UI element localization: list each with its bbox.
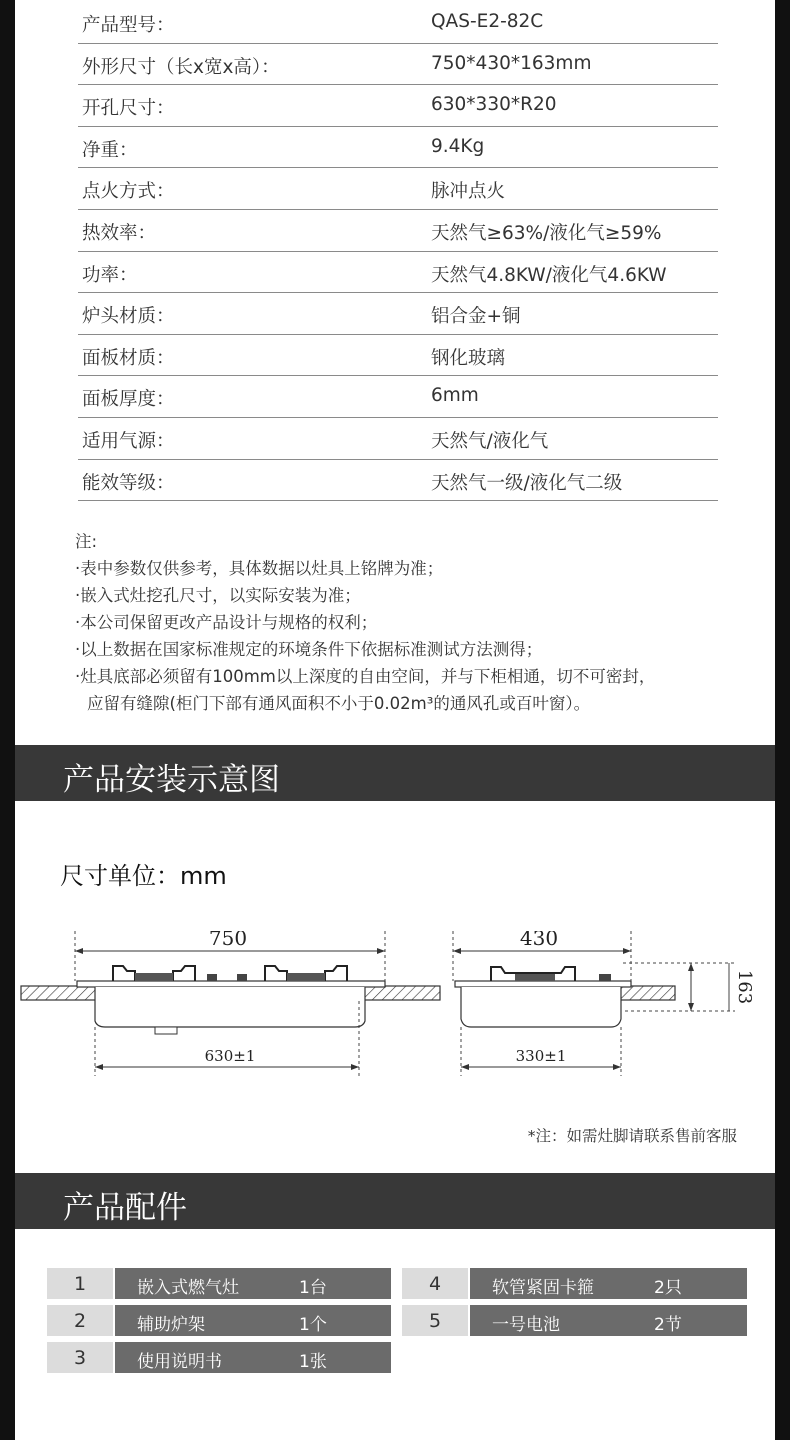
glass-panel bbox=[455, 981, 631, 987]
spec-row-weight bbox=[78, 127, 718, 169]
part-number: 4 bbox=[402, 1268, 468, 1299]
part-number: 1 bbox=[47, 1268, 113, 1299]
spec-value: 630*330*R20 bbox=[431, 94, 557, 116]
part-body bbox=[115, 1342, 391, 1373]
note-line: ·本公司保留更改产品设计与规格的权利； bbox=[75, 613, 378, 632]
pan-support-icon bbox=[325, 966, 347, 981]
knob-icon bbox=[237, 974, 247, 981]
spec-value: QAS-E2-82C bbox=[431, 11, 544, 32]
unit-label: 尺寸单位：mm bbox=[60, 862, 227, 890]
note-line: ·以上数据在国家标准规定的环境条件下依据标准测试方法测得； bbox=[75, 640, 543, 659]
dim-width-label: 750 bbox=[208, 931, 248, 950]
cooktop-body bbox=[95, 987, 365, 1027]
spec-section bbox=[15, 0, 775, 745]
part-number: 5 bbox=[402, 1305, 468, 1336]
spec-table bbox=[78, 2, 718, 501]
part-item bbox=[402, 1268, 747, 1299]
spec-row-model bbox=[78, 2, 718, 44]
part-item bbox=[47, 1305, 391, 1336]
spec-value: 铝合金+铜 bbox=[431, 306, 521, 328]
spec-row-dimensions bbox=[78, 44, 718, 86]
spec-label: 热效率： bbox=[82, 222, 157, 244]
pan-support-icon bbox=[173, 966, 195, 981]
pan-support-icon bbox=[113, 966, 135, 981]
dim-cutout-width-label: 630±1 bbox=[204, 1047, 256, 1065]
part-item bbox=[47, 1268, 391, 1299]
spec-label: 外形尺寸（长x宽x高）： bbox=[82, 56, 280, 78]
burner-icon bbox=[287, 973, 325, 981]
spec-value: 天然气4.8KW/液化气4.6KW bbox=[431, 264, 667, 286]
spec-value: 6mm bbox=[431, 385, 479, 407]
install-title: 产品安装示意图 bbox=[63, 762, 280, 798]
dim-height-label: 163 bbox=[734, 969, 755, 1005]
part-qty: 1台 bbox=[299, 1278, 327, 1298]
spec-row-cutout bbox=[78, 85, 718, 127]
spec-label: 适用气源： bbox=[82, 430, 175, 452]
part-number: 3 bbox=[47, 1342, 113, 1373]
part-item bbox=[47, 1342, 391, 1373]
burner-icon bbox=[135, 973, 173, 981]
dim-depth-label: 430 bbox=[519, 931, 559, 950]
front-view bbox=[21, 931, 440, 1076]
spec-label: 面板材质： bbox=[82, 347, 175, 369]
knob-icon bbox=[207, 974, 217, 981]
notes bbox=[75, 528, 775, 717]
spec-value: 天然气/液化气 bbox=[431, 430, 549, 452]
notes-title: 注: bbox=[75, 532, 98, 551]
spec-value: 脉冲点火 bbox=[431, 181, 506, 203]
note-line: ·表中参数仅供参考，具体数据以灶具上铭牌为准； bbox=[75, 559, 444, 578]
spec-row-ignition bbox=[78, 168, 718, 210]
install-section bbox=[15, 801, 775, 1173]
part-body bbox=[115, 1268, 391, 1299]
spec-row-burner-material bbox=[78, 293, 718, 335]
spec-value: 750*430*163mm bbox=[431, 52, 592, 74]
countertop-slab bbox=[362, 986, 440, 1000]
spec-label: 开孔尺寸： bbox=[82, 98, 175, 120]
part-qty: 2只 bbox=[654, 1278, 682, 1298]
spec-row-efficiency bbox=[78, 210, 718, 252]
note-line: ·嵌入式灶挖孔尺寸，以实际安装为准； bbox=[75, 586, 361, 605]
cooktop-body bbox=[461, 987, 621, 1027]
spec-label: 产品型号： bbox=[82, 15, 175, 36]
note-line: ·灶具底部必须留有100mm以上深度的自由空间，并与下柜相通，切不可密封， bbox=[75, 667, 656, 686]
spec-value: 天然气一级/液化气二级 bbox=[431, 472, 623, 494]
knob-icon bbox=[599, 974, 611, 981]
spec-value: 钢化玻璃 bbox=[431, 347, 506, 369]
spec-label: 净重： bbox=[82, 139, 138, 161]
spec-row-energy-grade bbox=[78, 460, 718, 502]
parts-banner bbox=[15, 1173, 775, 1229]
glass-panel bbox=[77, 981, 385, 987]
spec-value: 天然气≥63%/液化气≥59% bbox=[431, 222, 662, 244]
part-body bbox=[470, 1305, 747, 1336]
spec-row-power bbox=[78, 252, 718, 294]
part-qty: 2节 bbox=[654, 1315, 682, 1335]
part-number: 2 bbox=[47, 1305, 113, 1336]
pan-support-icon bbox=[265, 966, 287, 981]
spec-label: 能效等级： bbox=[82, 472, 175, 494]
part-item bbox=[402, 1305, 747, 1336]
part-qty: 1张 bbox=[299, 1352, 327, 1372]
part-body bbox=[470, 1268, 747, 1299]
spec-label: 面板厚度： bbox=[82, 389, 175, 411]
part-name: 一号电池 bbox=[492, 1315, 560, 1335]
countertop-slab bbox=[21, 986, 97, 1000]
countertop-slab bbox=[619, 986, 675, 1000]
burner-icon bbox=[515, 974, 555, 981]
spec-value: 9.4Kg bbox=[431, 135, 485, 157]
note-line: 应留有缝隙(柜门下部有通风面积不小于0.02m³的通风孔或百叶窗）。 bbox=[87, 694, 591, 713]
dim-cutout-depth-label: 330±1 bbox=[515, 1047, 567, 1065]
spec-label: 功率： bbox=[82, 264, 138, 286]
installation-diagram bbox=[15, 931, 775, 1111]
spec-row-gas-source bbox=[78, 418, 718, 460]
spec-label: 炉头材质： bbox=[82, 306, 175, 328]
part-qty: 1个 bbox=[299, 1315, 327, 1335]
parts-title: 产品配件 bbox=[63, 1190, 187, 1226]
spec-row-panel-material bbox=[78, 335, 718, 377]
spec-row-panel-thickness bbox=[78, 376, 718, 418]
part-body bbox=[115, 1305, 391, 1336]
parts-section bbox=[15, 1229, 775, 1440]
part-name: 辅助炉架 bbox=[137, 1315, 205, 1335]
install-banner bbox=[15, 745, 775, 801]
part-name: 使用说明书 bbox=[137, 1352, 222, 1372]
part-name: 软管紧固卡箍 bbox=[492, 1278, 594, 1298]
side-view bbox=[453, 931, 755, 1076]
spec-label: 点火方式： bbox=[82, 181, 175, 203]
gas-inlet bbox=[155, 1027, 177, 1034]
part-name: 嵌入式燃气灶 bbox=[137, 1278, 239, 1298]
install-footnote: *注：如需灶脚请联系售前客服 bbox=[527, 1127, 737, 1145]
